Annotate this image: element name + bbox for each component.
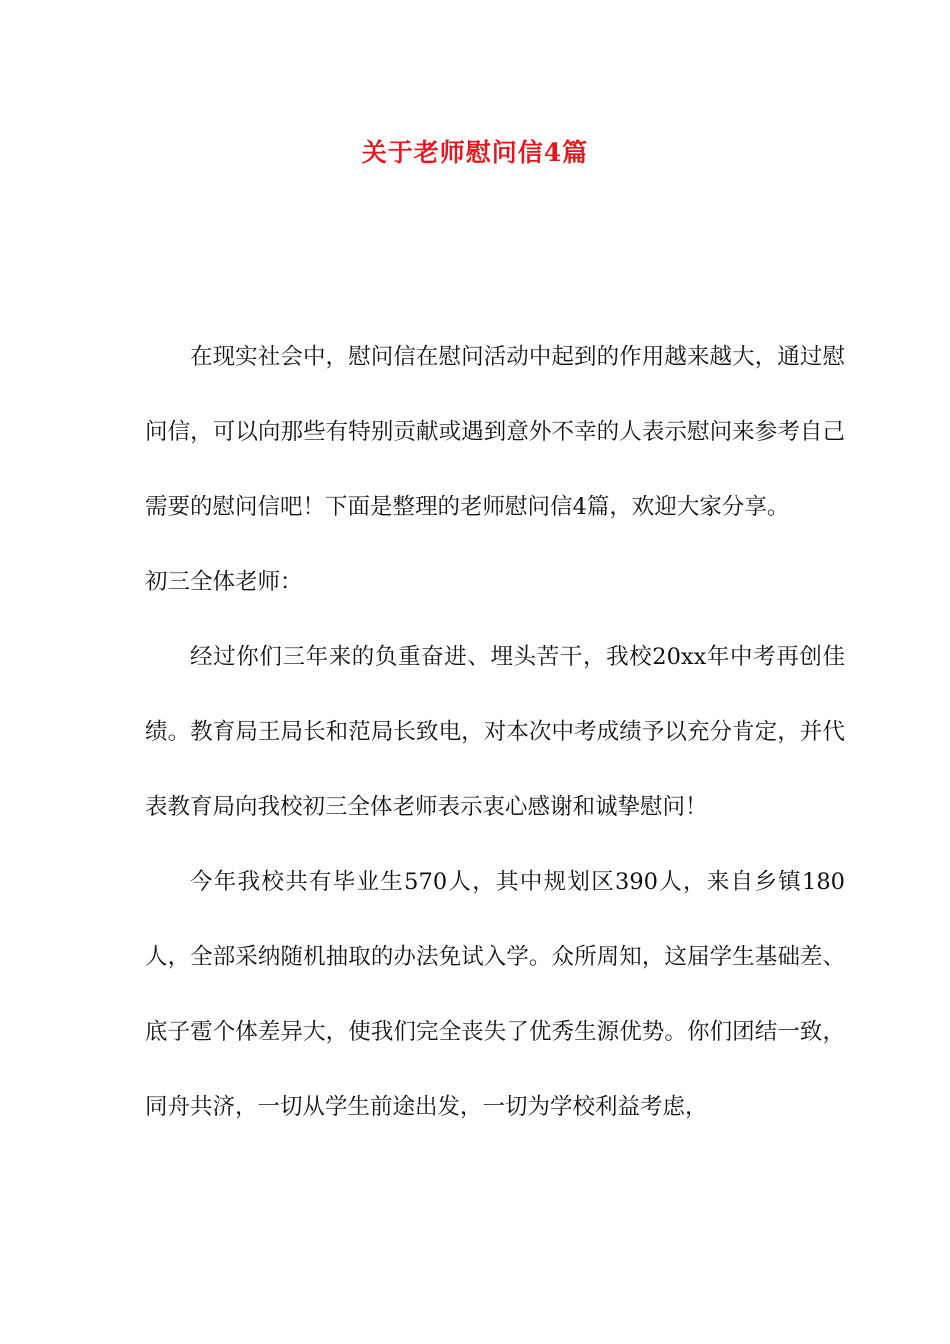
document-title: 关于老师慰问信4篇: [361, 138, 589, 167]
intro-paragraph: 在现实社会中，慰问信在慰问活动中起到的作用越来越大，通过慰问信，可以向那些有特别贡献或遇到意外不幸的人表示慰问来参考自己需要的慰问信吧！下面是整理的老师慰问信4篇，欢迎大家分享。: [145, 344, 845, 520]
document-body: [145, 320, 845, 1145]
body-paragraph-2: 今年我校共有毕业生570人，其中规划区390人，来自乡镇180人，全部采纳随机抽取的办法免试入学。众所周知，这届学生基础差、底子雹个体差异大，使我们完全丧失了优秀生源优势。你们团结一致，同舟共济，一切从学生前途出发，一切为学校利益考虑，: [145, 869, 845, 1120]
salutation: 初三全体老师：: [145, 569, 303, 595]
body-paragraph-1: 经过你们三年来的负重奋进、埋头苦干，我校20xx年中考再创佳绩。教育局王局长和范局长致电，对本次中考成绩予以充分肯定，并代表教育局向我校初三全体老师表示衷心感谢和诚挚慰问！: [145, 644, 845, 820]
